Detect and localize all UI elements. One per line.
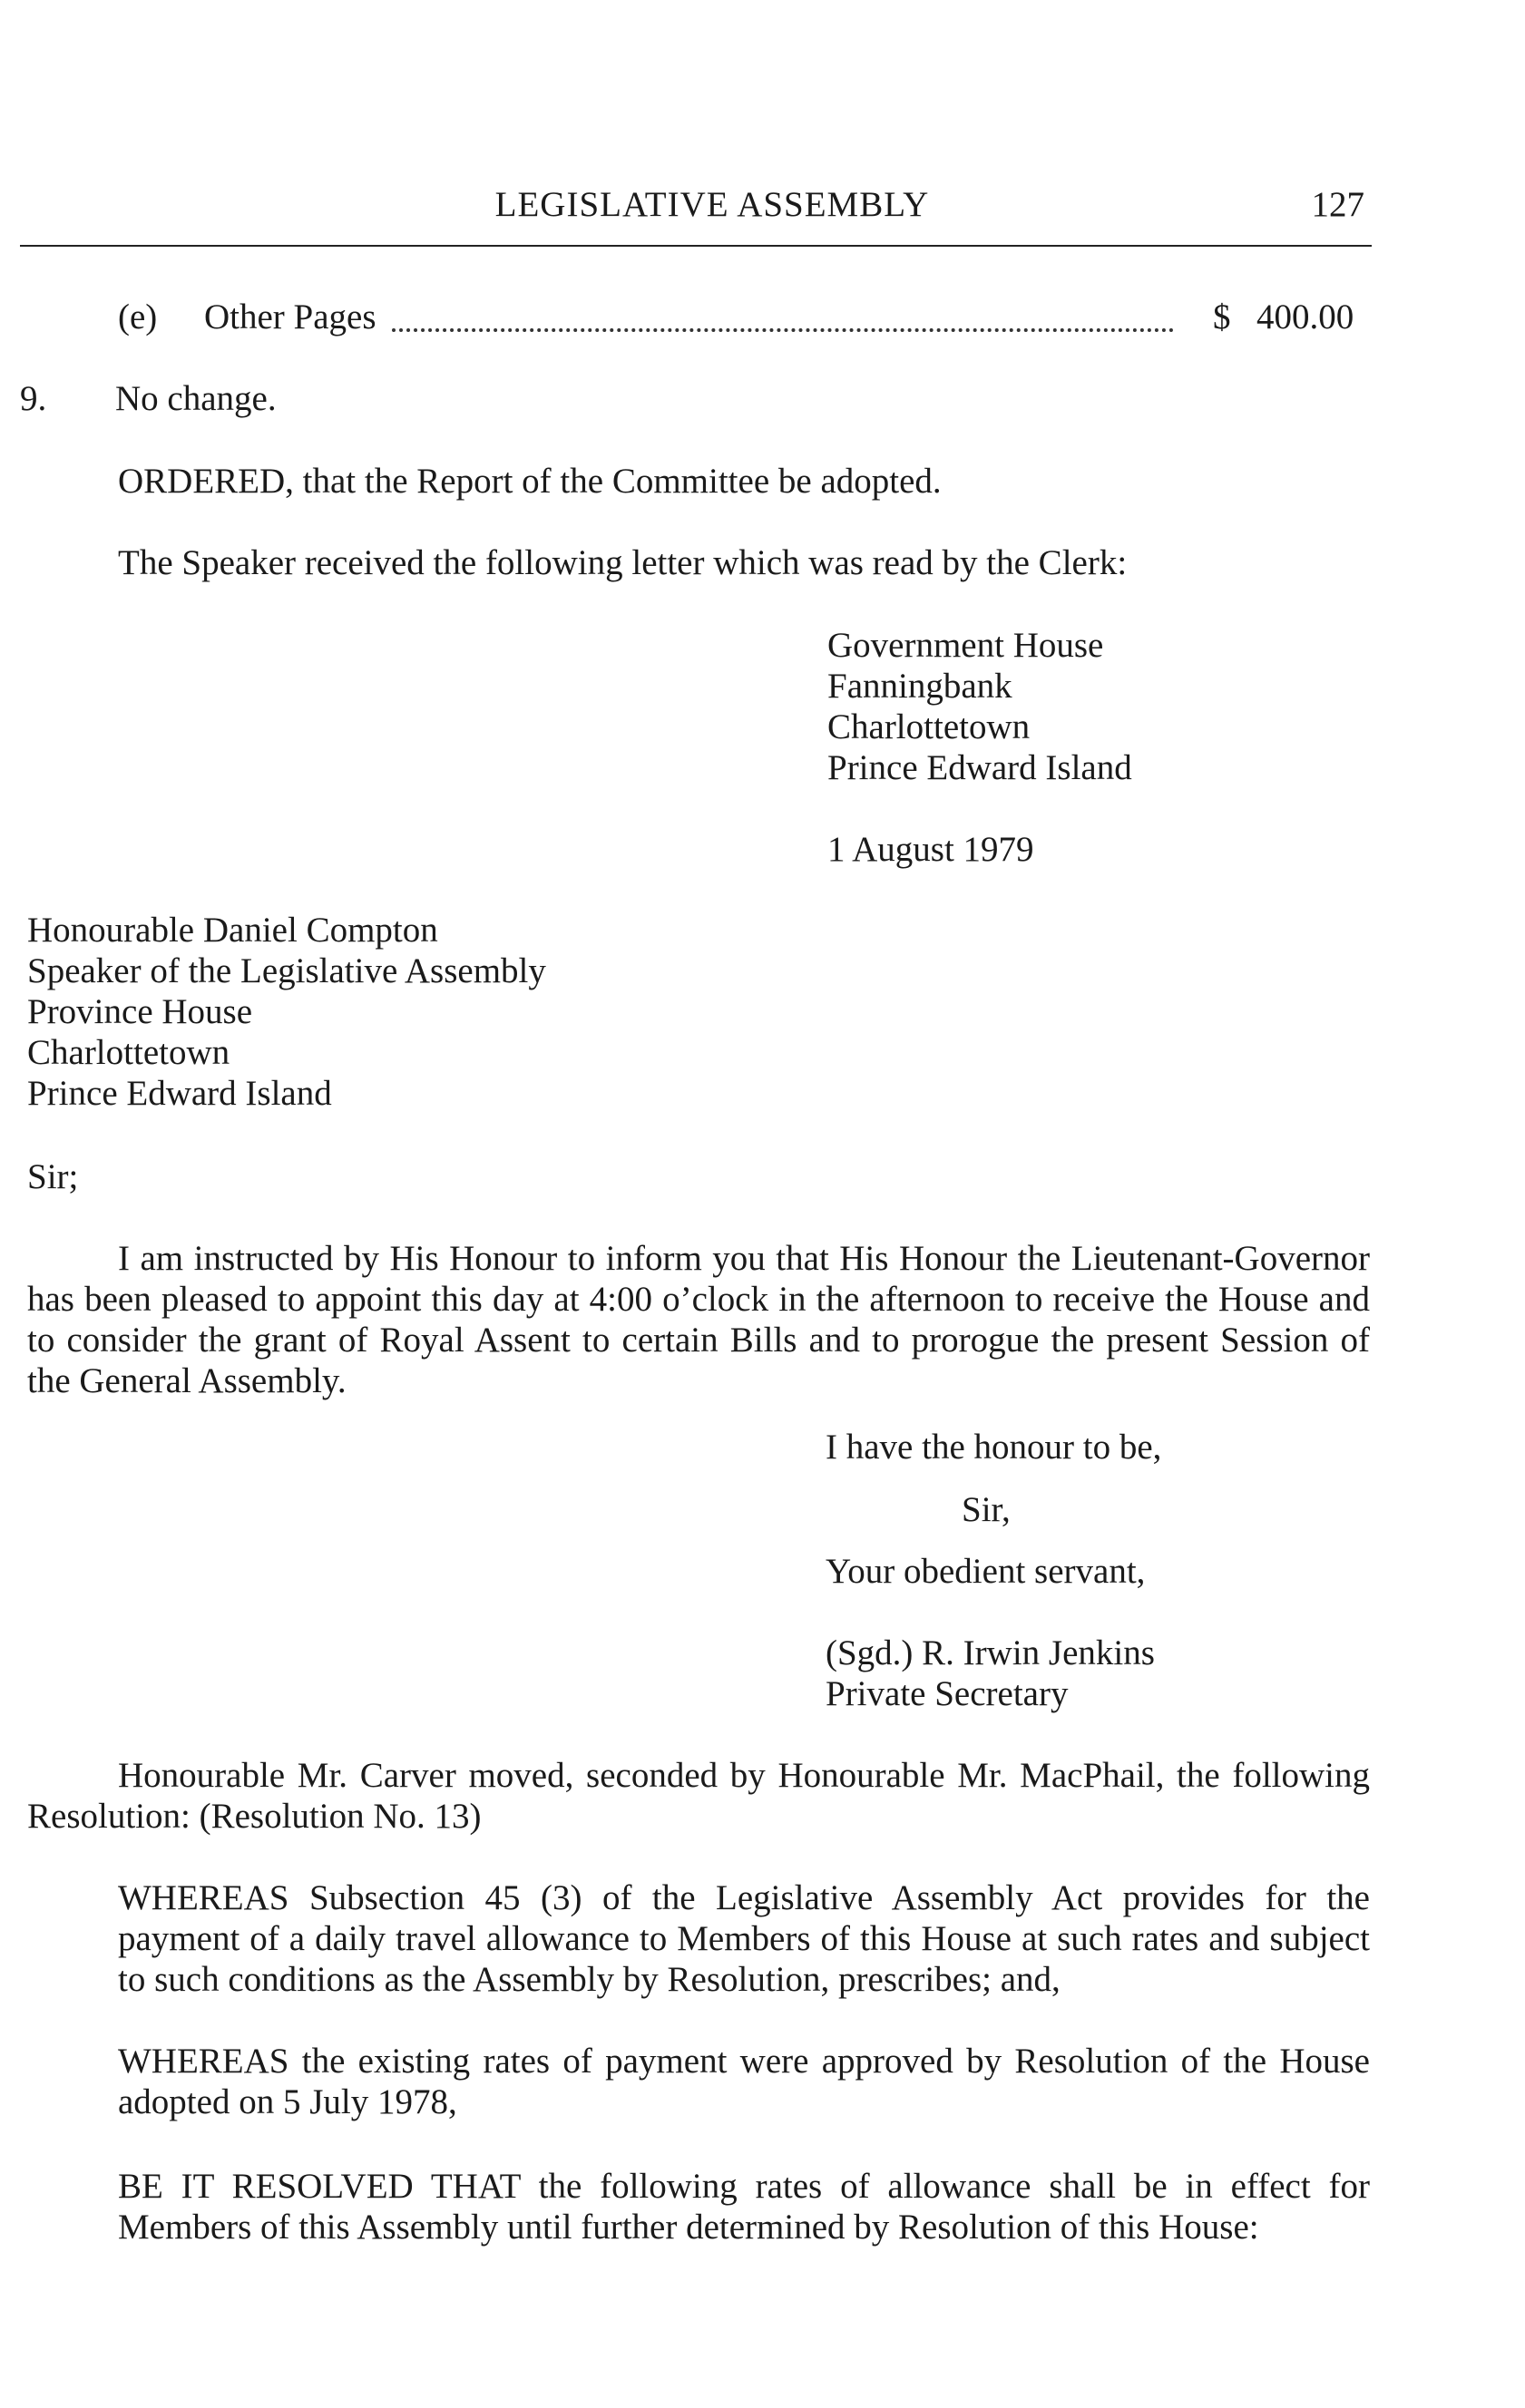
running-header-title: LEGISLATIVE ASSEMBLY	[494, 185, 930, 224]
recipient-line: Prince Edward Island	[27, 1074, 332, 1113]
item-9-text: No change.	[115, 379, 277, 418]
sender-address-line: Government House	[827, 626, 1104, 665]
closing-line: I have the honour to be,	[826, 1428, 1162, 1467]
ordered-paragraph: ORDERED, that the Report of the Committee be adopted.	[118, 462, 942, 501]
header-rule	[20, 245, 1372, 247]
recipient-address	[27, 910, 546, 1114]
letter-body: I am instructed by His Honour to inform you that His Honour the Lieutenant-Governor has been pleased to appoint this day at 4:00 o’clock in the afternoon to receive the House and to consider the grant of Royal Assent to certain Bills and to prorogue the present Session of the General Assembly.	[27, 1239, 1370, 1400]
speaker-received-paragraph: The Speaker received the following letter which was read by the Clerk:	[118, 543, 1128, 582]
item-e-amount: 400.00	[1256, 297, 1354, 336]
resolved-clause: BE IT RESOLVED THAT the following rates of allowance shall be in effect for Members of this Assembly until further determined by Resolution of this House:	[118, 2167, 1370, 2247]
signature-block	[826, 1633, 1155, 1714]
signature-title: Private Secretary	[826, 1674, 1069, 1713]
item-e-text: Other Pages	[204, 297, 376, 336]
whereas-clause: WHEREAS Subsection 45 (3) of the Legislative Assembly Act provides for the payment of a daily travel allowance to Members of this House at such rates and subject to such conditions as the Assembly by Resolution, prescribes; and,	[118, 1878, 1370, 1999]
item-9-number: 9.	[20, 379, 47, 418]
recipient-line: Honourable Daniel Compton	[27, 911, 438, 950]
item-e-label: (e)	[118, 297, 158, 336]
recipient-line: Province House	[27, 992, 253, 1031]
sender-address-line: Charlottetown	[827, 707, 1031, 746]
sender-address-line: Fanningbank	[827, 667, 1012, 706]
sender-address-line: Prince Edward Island	[827, 748, 1132, 787]
recipient-line: Speaker of the Legislative Assembly	[27, 951, 546, 990]
motion-paragraph: Honourable Mr. Carver moved, seconded by Honourable Mr. MacPhail, the following Resolution: (Resolution No. 13)	[27, 1756, 1370, 1836]
whereas-clause: WHEREAS the existing rates of payment were approved by Resolution of the House adopted on 5 July 1978,	[118, 2042, 1370, 2121]
closing-sir: Sir,	[962, 1490, 1011, 1529]
salutation: Sir;	[27, 1157, 79, 1196]
closing-servant: Your obedient servant,	[826, 1552, 1146, 1591]
signature-name: (Sgd.) R. Irwin Jenkins	[826, 1633, 1155, 1672]
sender-address	[827, 625, 1132, 788]
page-number: 127	[1311, 185, 1364, 224]
letter-date: 1 August 1979	[827, 830, 1034, 869]
recipient-line: Charlottetown	[27, 1033, 230, 1072]
item-e-currency: $	[1213, 297, 1231, 336]
dot-leader	[392, 328, 1174, 332]
